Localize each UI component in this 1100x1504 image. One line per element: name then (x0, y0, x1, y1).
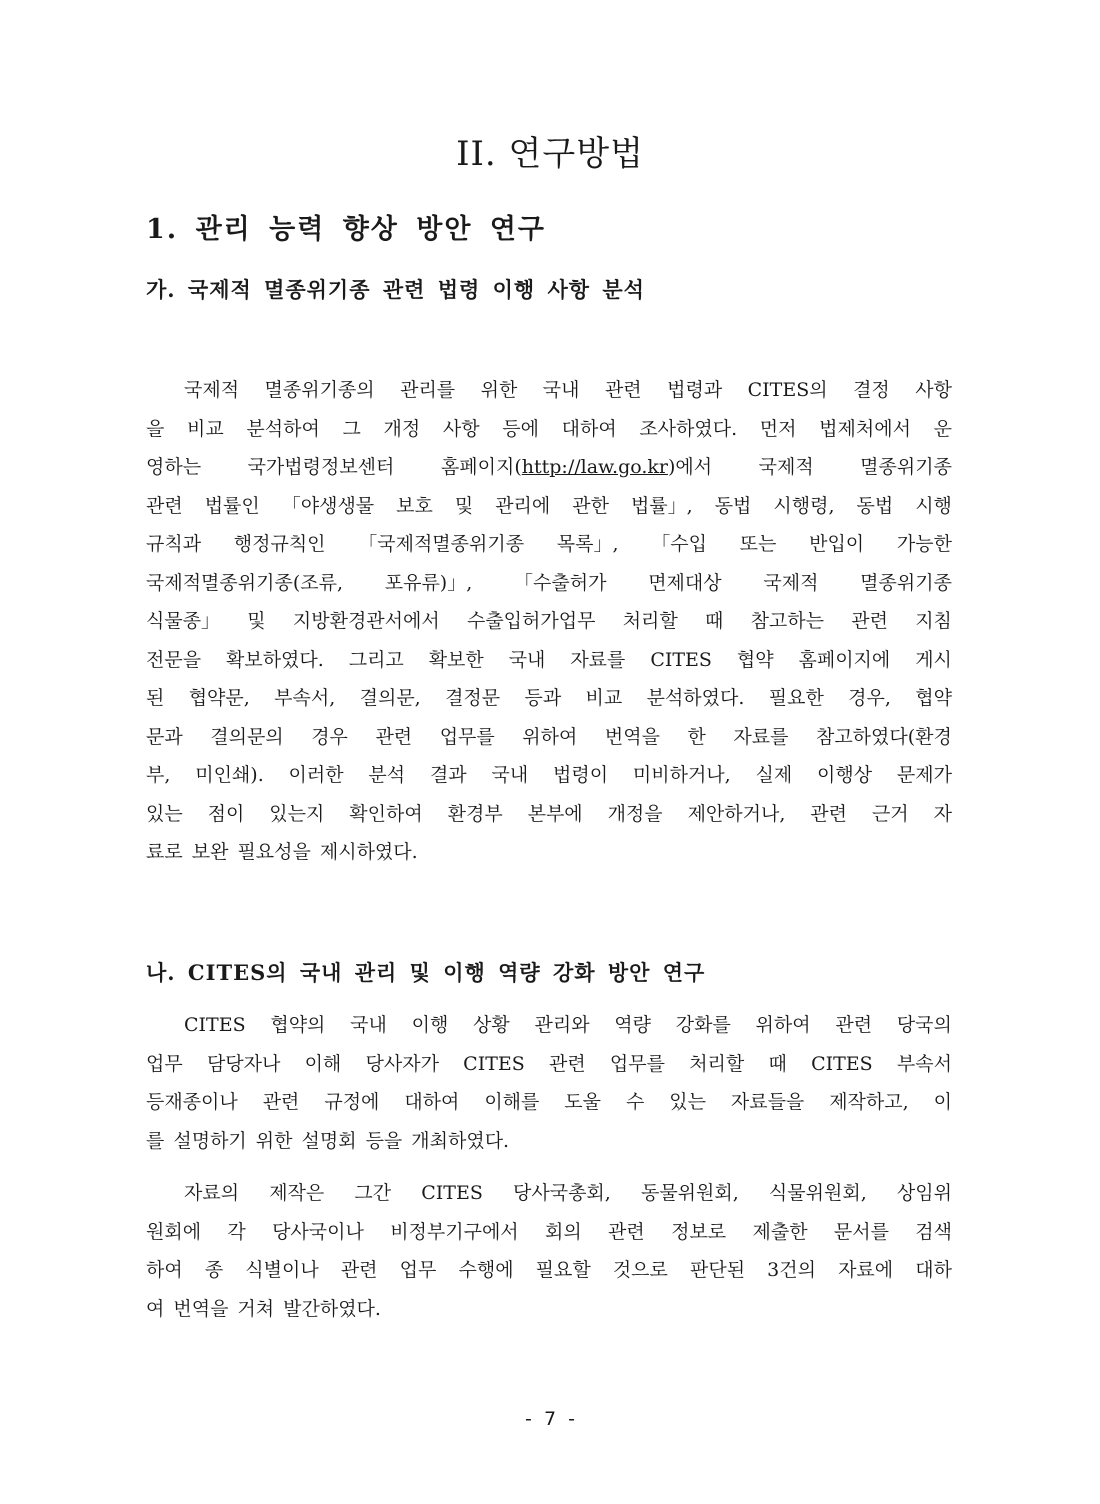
paragraph-line: 을 비교 분석하여 그 개정 사항 등에 대하여 조사하였다. 먼저 법제처에서 운 (146, 417, 952, 440)
paragraph-na-1 (146, 1006, 952, 1160)
paragraph-line: 업무 담당자나 이해 당사자가 CITES 관련 업무를 처리할 때 CITES 부속서 (146, 1052, 952, 1075)
paragraph-line: 등재종이나 관련 규정에 대하여 이해를 도울 수 있는 자료들을 제작하고, 이 (146, 1091, 952, 1113)
paragraph-line: 있는 점이 있는지 확인하여 환경부 본부에 개정을 제안하거나, 관련 근거 자 (146, 802, 952, 825)
paragraph-line: CITES 협약의 국내 이행 상황 관리와 역량 강화를 위하여 관련 당국의 (184, 1014, 952, 1036)
paragraph-line: 전문을 확보하였다. 그리고 확보한 국내 자료를 CITES 협약 홈페이지에 게시 (146, 648, 952, 671)
paragraph-line: 국제적멸종위기종(조류, 포유류)」, 「수출허가 면제대상 국제적 멸종위기종 (146, 571, 952, 594)
paragraph-line: 자료의 제작은 그간 CITES 당사국총회, 동물위원회, 식물위원회, 상임위 (184, 1182, 952, 1204)
paragraph-line: 하여 종 식별이나 관련 업무 수행에 필요할 것으로 판단된 3건의 자료에 대하 (146, 1259, 952, 1281)
paragraph-line: 규칙과 행정규칙인 「국제적멸종위기종 목록」, 「수입 또는 반입이 가능한 (146, 533, 952, 555)
paragraph-line: 식물종」 및 지방환경관서에서 수출입허가업무 처리할 때 참고하는 관련 지침 (146, 610, 952, 632)
paragraph-line: 부, 미인쇄). 이러한 분석 결과 국내 법령이 미비하거나, 실제 이행상 문제가 (146, 764, 952, 786)
paragraph-line: 문과 결의문의 경우 관련 업무를 위하여 번역을 한 자료를 참고하였다(환경 (146, 725, 952, 748)
paragraph-line: 영하는 국가법령정보센터 홈페이지(http://law.go.kr)에서 국제적 멸종위기종 (146, 456, 952, 478)
paragraph-line: 관련 법률인 「야생생물 보호 및 관리에 관한 법률」, 동법 시행령, 동법 시행 (146, 494, 952, 517)
law-website-link[interactable]: http://law.go.kr (521, 456, 668, 478)
page-number: - 7 - (525, 1408, 575, 1430)
paragraph-na-2 (146, 1174, 952, 1328)
subsection-heading-ga: 가. 국제적 멸종위기종 관련 법령 이행 사항 분석 (146, 277, 645, 302)
paragraph-line: 를 설명하기 위한 설명회 등을 개최하였다. (146, 1129, 510, 1152)
paragraph-line: 원회에 각 당사국이나 비정부기구에서 회의 관련 정보로 제출한 문서를 검색 (146, 1220, 952, 1243)
paragraph-ga (146, 371, 952, 872)
paragraph-line: 국제적 멸종위기종의 관리를 위한 국내 관련 법령과 CITES의 결정 사항 (184, 379, 952, 401)
section-heading-1: 1. 관리 능력 향상 방안 연구 (146, 214, 547, 245)
subsection-heading-na: 나. CITES의 국내 관리 및 이행 역량 강화 방안 연구 (146, 960, 706, 985)
paragraph-line: 료로 보완 필요성을 제시하였다. (146, 841, 418, 863)
chapter-title: II. 연구방법 (456, 134, 644, 174)
paragraph-line: 된 협약문, 부속서, 결의문, 결정문 등과 비교 분석하였다. 필요한 경우, 협약 (146, 687, 952, 709)
paragraph-line: 여 번역을 거쳐 발간하였다. (146, 1297, 381, 1320)
